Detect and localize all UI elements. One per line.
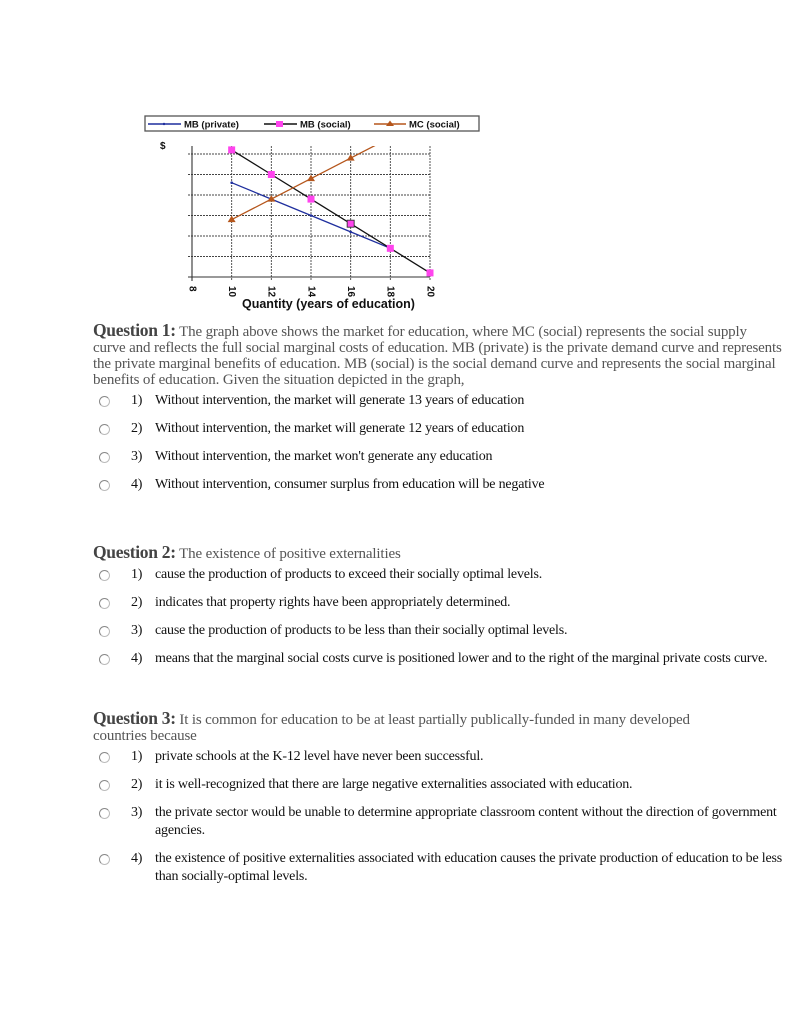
radio-button[interactable]: [99, 808, 110, 819]
question-text: The existence of positive externalities: [179, 546, 401, 562]
option-text: Without intervention, the market will generate 13 years of education: [155, 393, 525, 408]
answer-option[interactable]: [93, 476, 783, 494]
radio-button[interactable]: [99, 396, 110, 407]
radio-button[interactable]: [99, 780, 110, 791]
option-text: Without intervention, consumer surplus from education will be negative: [155, 477, 545, 492]
legend-label-mb-private: MB (private): [184, 119, 239, 131]
data-point-mb-social: [308, 196, 315, 203]
data-point-mb-social: [387, 245, 394, 252]
radio-button[interactable]: [99, 424, 110, 435]
x-tick-label: 10: [226, 286, 238, 298]
option-text: cause the production of products to exceed their socially optimal levels.: [155, 567, 542, 582]
answer-option[interactable]: [93, 650, 783, 668]
option-text: the existence of positive externalities associated with education causes the private production of education to be less than socially-optimal levels.: [155, 851, 782, 884]
question-label: Question 2:: [93, 542, 176, 562]
option-text: cause the production of products to be less than their socially optimal levels.: [155, 623, 568, 638]
radio-button[interactable]: [99, 626, 110, 637]
question-text: The graph above shows the market for education, where MC (social) represents the social supply curve and reflects the full social marginal costs of education. MB (private) is the private demand curve and represents the private marginal benefits of education. MB (social) is the social demand curve and represents the social marginal benefits of education. Given the situation depicted in the graph,: [93, 324, 782, 388]
y-axis-label: $: [160, 141, 166, 152]
option-text: Without intervention, the market won't generate any education: [155, 449, 493, 464]
radio-button[interactable]: [99, 480, 110, 491]
radio-button[interactable]: [99, 854, 110, 865]
x-tick-label: 8: [186, 286, 198, 292]
answer-options: [93, 748, 783, 886]
question-stem: [93, 708, 701, 744]
series: [232, 138, 430, 273]
option-number: 2): [131, 595, 143, 610]
option-number: 4): [131, 651, 143, 666]
data-point-mb-social: [427, 269, 434, 276]
option-number: 4): [131, 477, 143, 492]
option-number: 3): [131, 805, 143, 820]
question-stem: [93, 544, 783, 562]
option-number: 1): [131, 749, 143, 764]
legend-label-mc-social: MC (social): [409, 119, 460, 131]
x-tick-label: 16: [345, 286, 357, 298]
answer-option[interactable]: [93, 594, 783, 612]
data-point-mb-social: [268, 171, 275, 178]
chart-canvas: [140, 112, 490, 312]
axes: [188, 146, 430, 281]
answer-option[interactable]: [93, 420, 783, 438]
option-number: 2): [131, 777, 143, 792]
data-point-mb-private: [310, 214, 313, 217]
question-label: Question 1:: [93, 320, 176, 340]
answer-option[interactable]: [93, 850, 783, 886]
x-axis-title: Quantity (years of education): [242, 297, 415, 311]
answer-option[interactable]: [93, 804, 783, 840]
x-tick-labels: [186, 286, 435, 298]
x-tick-label: 14: [305, 286, 317, 298]
question-label: Question 3:: [93, 708, 176, 728]
question-2: [93, 544, 783, 668]
legend-marker-mb-private: [163, 123, 165, 125]
option-text: it is well-recognized that there are large negative externalities associated with education.: [155, 777, 633, 792]
answer-option[interactable]: [93, 448, 783, 466]
option-number: 2): [131, 421, 143, 436]
data-point-mb-social: [347, 220, 354, 227]
option-number: 3): [131, 623, 143, 638]
option-number: 1): [131, 393, 143, 408]
chart-legend: [145, 116, 479, 131]
radio-button[interactable]: [99, 598, 110, 609]
radio-button[interactable]: [99, 654, 110, 665]
education-market-chart: [140, 112, 490, 312]
radio-button[interactable]: [99, 752, 110, 763]
option-text: indicates that property rights have been appropriately determined.: [155, 595, 511, 610]
grid: [188, 146, 430, 281]
answer-options: [93, 392, 783, 494]
answer-option[interactable]: [93, 622, 783, 640]
question-stem: [93, 322, 783, 388]
radio-button[interactable]: [99, 570, 110, 581]
x-tick-label: 18: [384, 286, 396, 298]
answer-option[interactable]: [93, 748, 783, 766]
answer-option[interactable]: [93, 776, 783, 794]
x-tick-label: 20: [424, 286, 436, 298]
data-point-mb-private: [230, 181, 233, 184]
answer-options: [93, 566, 783, 668]
radio-button[interactable]: [99, 452, 110, 463]
option-number: 4): [131, 851, 143, 866]
legend-label-mb-social: MB (social): [300, 119, 351, 131]
question-1: [93, 322, 783, 494]
answer-option[interactable]: [93, 392, 783, 410]
question-3: [93, 710, 783, 886]
option-number: 1): [131, 567, 143, 582]
x-tick-label: 12: [265, 286, 277, 298]
answer-option[interactable]: [93, 566, 783, 584]
data-point-mb-social: [228, 146, 235, 153]
question-text: It is common for education to be at least partially publically-funded in many developed countries because: [93, 712, 701, 744]
option-text: private schools at the K-12 level have never been successful.: [155, 749, 484, 764]
option-text: the private sector would be unable to determine appropriate classroom content without the direction of government agencies.: [155, 805, 777, 838]
legend-marker-mb-social: [276, 121, 283, 127]
option-text: means that the marginal social costs curve is positioned lower and to the right of the marginal private costs curve.: [155, 651, 768, 666]
data-point-mb-private: [349, 231, 352, 234]
option-text: Without intervention, the market will generate 12 years of education: [155, 421, 525, 436]
option-number: 3): [131, 449, 143, 464]
